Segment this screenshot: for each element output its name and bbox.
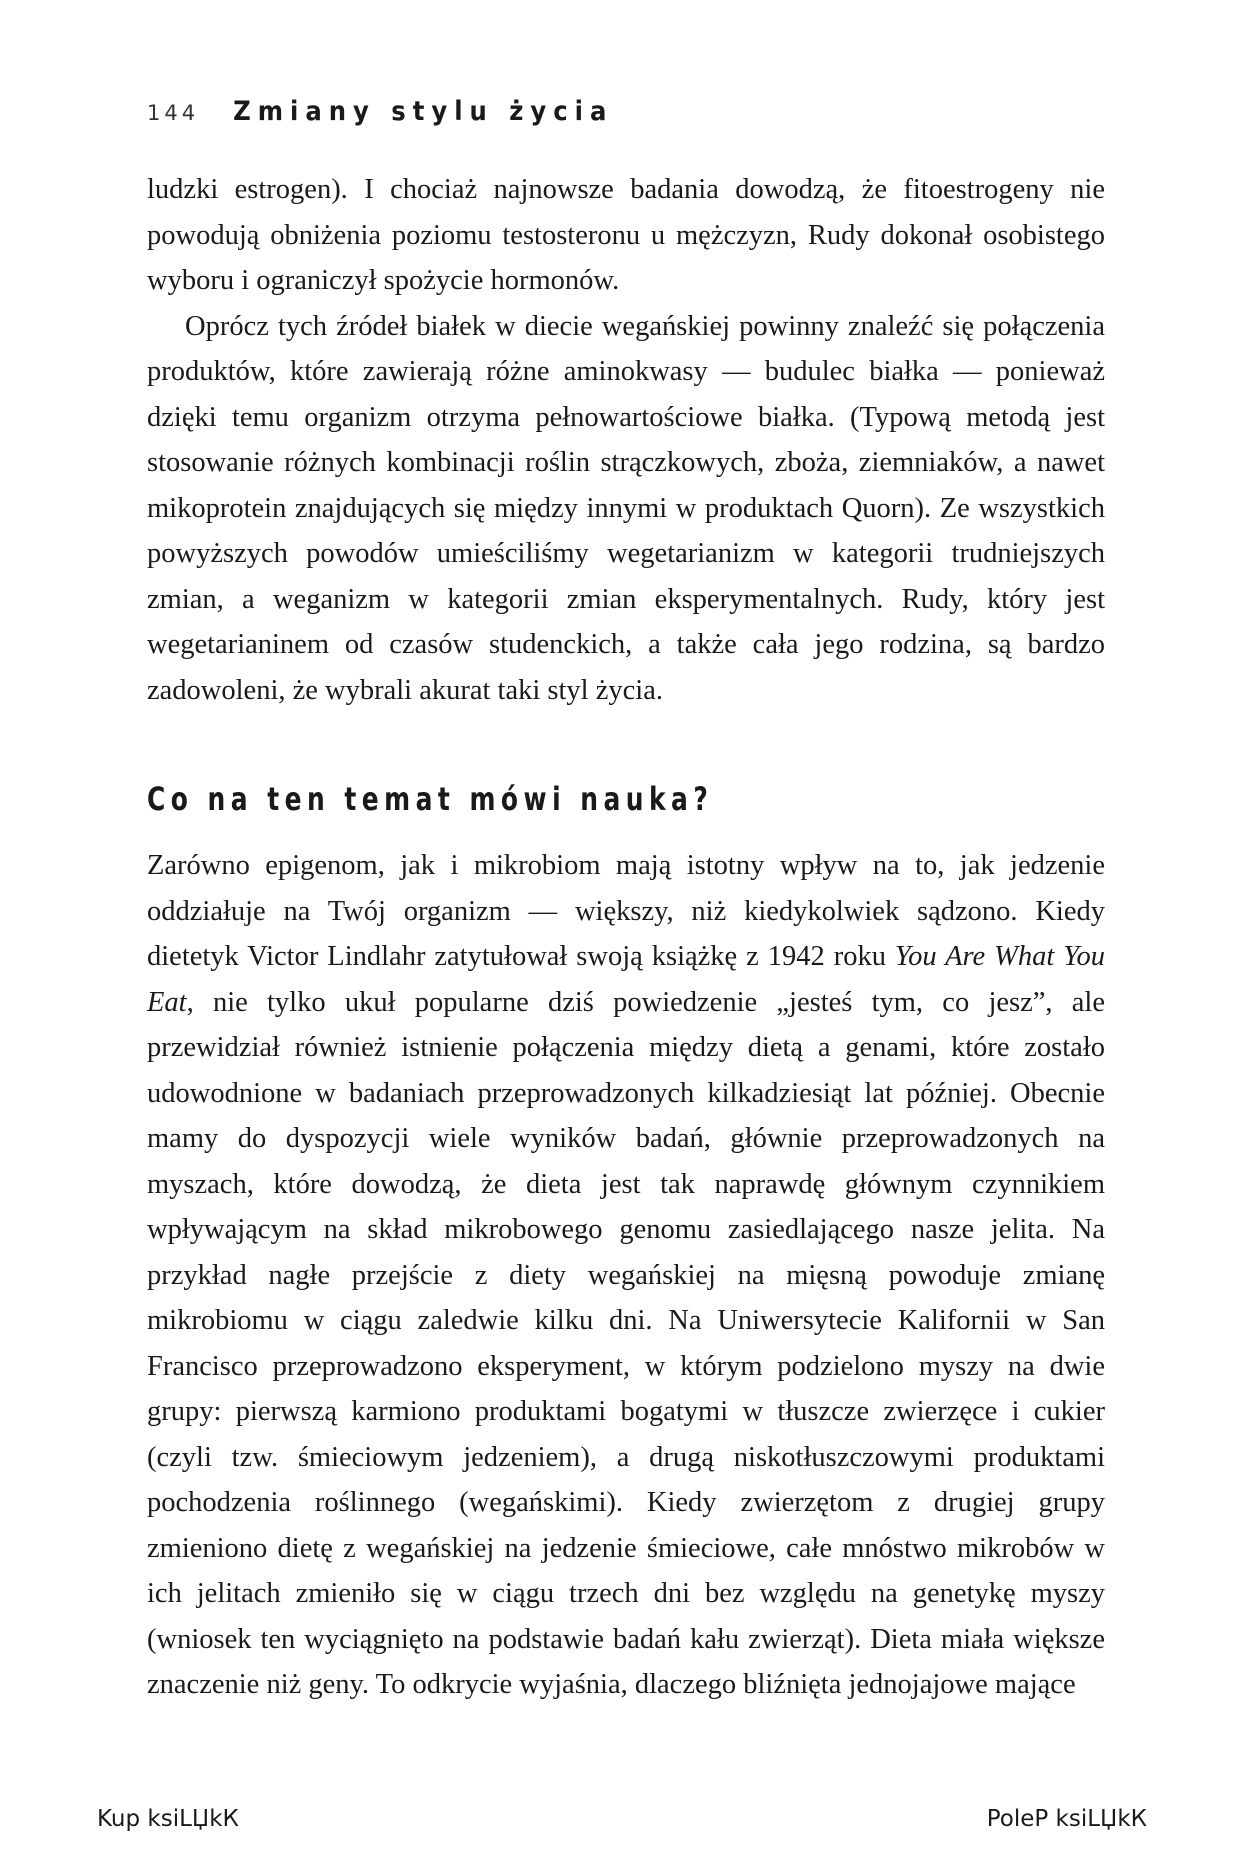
paragraph-text-after-title: , nie tylko ukuł popularne dziś powiedzenie „jesteś tym, co jesz”, ale przewidział również istnienie połączenia między dietą a genami, które zostało udowodnione w badaniach przeprowadzonych kilkadziesiąt lat później. Obecnie mamy do dyspozycji wiele wyników badań, głównie przeprowadzonych na myszach, które dowodzą, że dieta jest tak naprawdę głównym czynnikiem wpływającym na skład mikrobowego genomu zasiedlającego nasze jelita. Na przykład nagłe przejście z diety wegańskiej na mięsną powoduje zmianę mikrobiomu w ciągu zaledwie kilku dni. Na Uniwersytecie Kalifornii w San Francisco przeprowadzono eksperyment, w którym podzielono myszy na dwie grupy: pierwszą karmiono produktami bogatymi w tłuszcze zwierzęce i cukier (czyli tzw. śmieciowym jedzeniem), a drugą niskotłuszczowymi produktami pochodzenia roślinnego (wegańskimi). Kiedy zwierzętom z drugiej grupy zmieniono dietę z wegańskiej na jedzenie śmieciowe, całe mnóstwo mikrobów w ich jelitach zmieniło się w ciągu trzech dni bez względu na genetykę myszy (wniosek ten wyciągnięto na podstawie badań kału zwierząt). Dieta miała większe znaczenie niż geny. To odkrycie wyjaśnia, dlaczego bliźnięta jednojajowe mające	[147, 986, 1105, 1700]
paragraph-continued: ludzki estrogen). I chociaż najnowsze badania dowodzą, że fitoestrogeny nie powodują obniżenia poziomu testosteronu u mężczyzn, Rudy dokonał osobistego wyboru i ograniczył spożycie hormonów.	[147, 174, 1105, 296]
paragraph-protein: Oprócz tych źródeł białek w diecie wegańskiej powinny znaleźć się połączenia produktów, które zawierają różne aminokwasy — budulec białka — ponieważ dzięki temu organizm otrzyma pełnowartościowe białka. (Typową metodą jest stosowanie różnych kombinacji roślin strączkowych, zboża, ziemniaków, a nawet mikoprotein znajdujących się między innymi w produktach Quorn). Ze wszystkich powyższych powodów umieściliśmy wegetarianizm w kategorii trudniejszych zmian, a weganizm w kategorii zmian eksperymentalnych. Rudy, który jest wegetarianinem od czasów studenckich, a także cała jego rodzina, są bardzo zadowoleni, że wybrali akurat taki styl życia.	[147, 310, 1105, 706]
chapter-title: Zmiany stylu życia	[233, 96, 614, 127]
recommend-book-link[interactable]: PoleР ksiLЏkК	[986, 1806, 1147, 1832]
book-title: You Are What You Eat	[147, 941, 1105, 1018]
paragraph-science	[147, 843, 1105, 1708]
paragraph-text-before-title: Zarówno epigenom, jak i mikrobiom mają istotny wpływ na to, jak jedzenie oddziałuje na Twój organizm — większy, niż kiedykolwiek sądzono. Kiedy dietetyk Victor Lindlahr zatytułował swoją książkę z 1942 roku	[147, 850, 1105, 972]
body-text-top	[147, 167, 1105, 713]
buy-book-link[interactable]: Kup ksiLЏkК	[97, 1806, 239, 1832]
section-heading: Co na ten temat mówi nauka?	[147, 780, 714, 818]
running-head	[147, 96, 613, 132]
page-number: 144	[147, 101, 200, 125]
body-text-section	[147, 843, 1105, 1708]
